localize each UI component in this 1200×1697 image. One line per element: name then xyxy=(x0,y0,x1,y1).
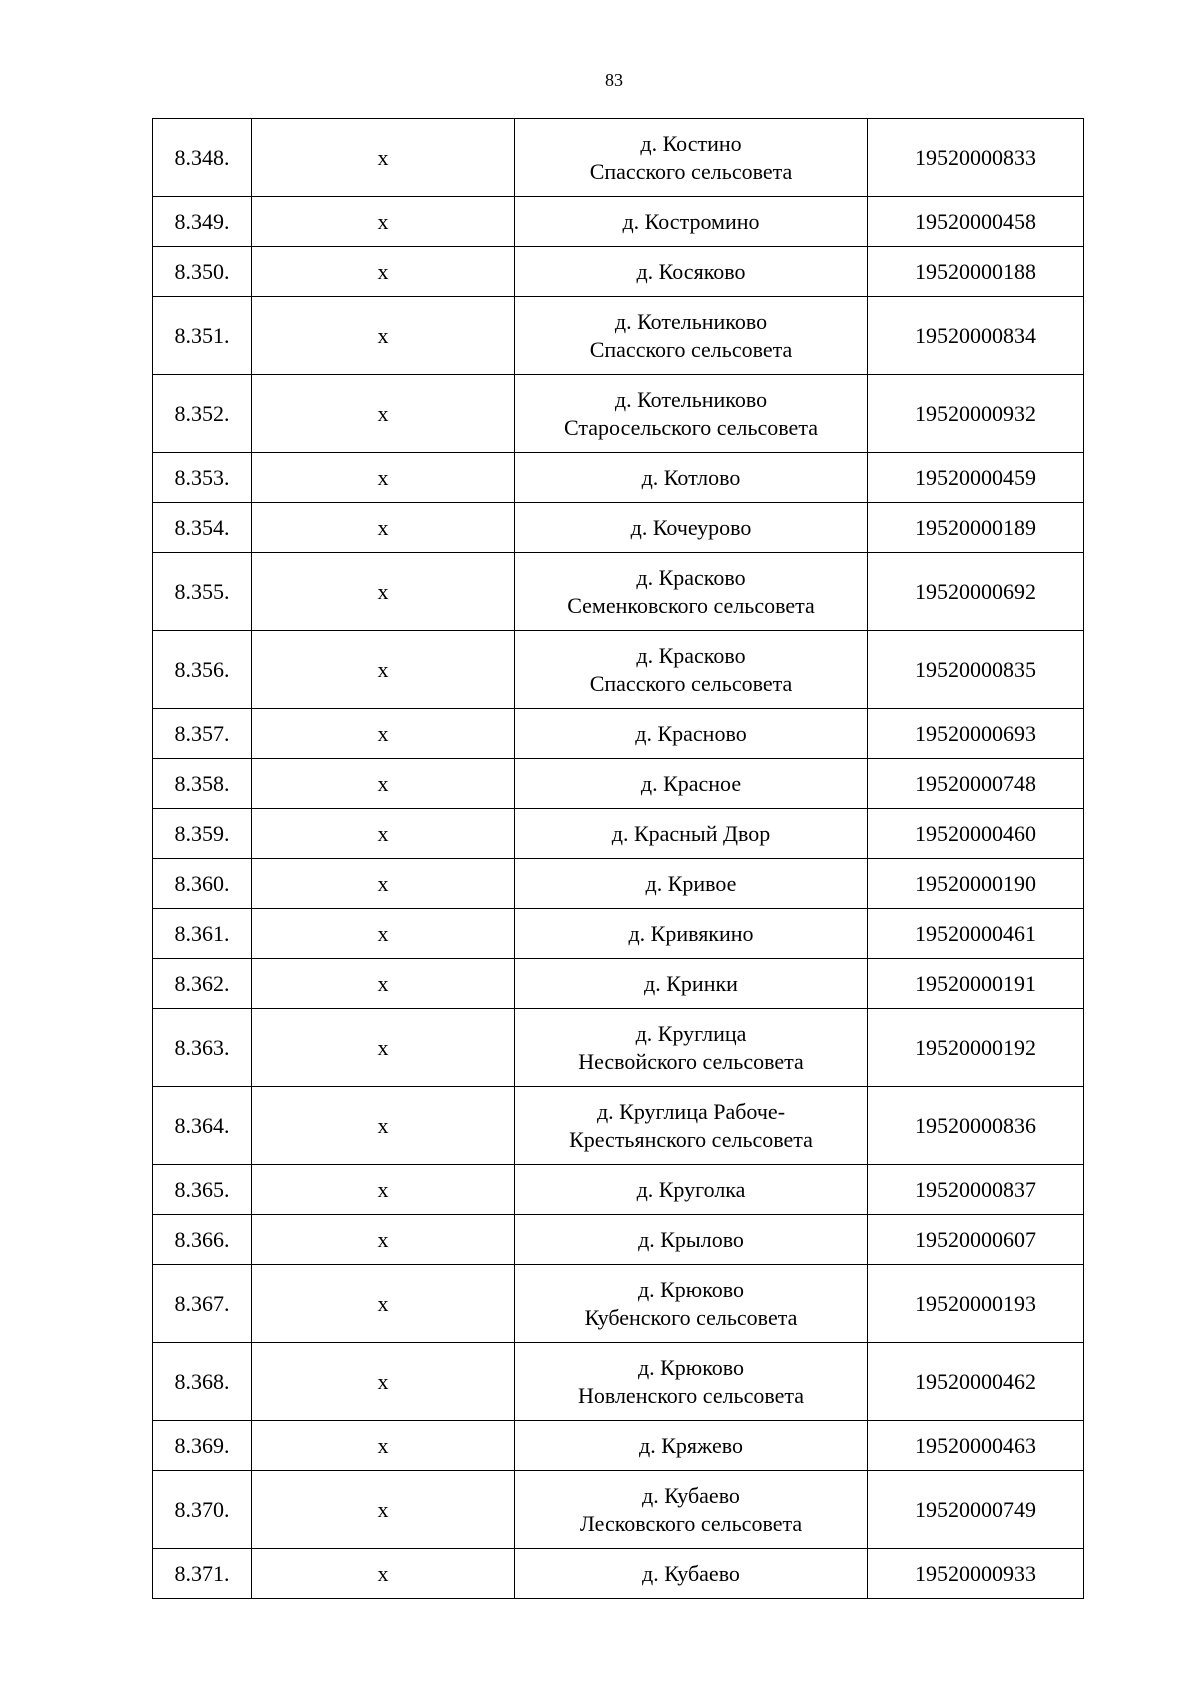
row-number: 8.351. xyxy=(153,297,252,375)
row-mark: х xyxy=(252,119,515,197)
settlement-code: 19520000837 xyxy=(868,1165,1084,1215)
settlement-code: 19520000607 xyxy=(868,1215,1084,1265)
settlement-council-line: Лесковского сельсовета xyxy=(579,1510,803,1536)
settlement-council-line: Кубенского сельсовета xyxy=(584,1304,798,1330)
row-mark: х xyxy=(252,1421,515,1471)
row-mark: х xyxy=(252,1165,515,1215)
settlement-name-line: д. Крюково xyxy=(637,1354,745,1380)
row-mark: х xyxy=(252,197,515,247)
settlement-name-line: д. Костино xyxy=(640,130,742,156)
settlement-council-line: Спасского сельсовета xyxy=(589,158,793,184)
row-mark: х xyxy=(252,1343,515,1421)
settlement-name-line: д. Круглица xyxy=(635,1020,747,1046)
settlement-name xyxy=(515,1343,868,1421)
settlement-name xyxy=(515,297,868,375)
table-row xyxy=(153,1265,1084,1343)
settlement-name-line: д. Кривое xyxy=(645,870,737,896)
settlement-code: 19520000462 xyxy=(868,1343,1084,1421)
settlement-name-line: д. Костромино xyxy=(622,208,760,234)
settlement-code: 19520000190 xyxy=(868,859,1084,909)
settlement-code: 19520000188 xyxy=(868,247,1084,297)
settlement-code: 19520000933 xyxy=(868,1549,1084,1599)
row-mark: х xyxy=(252,553,515,631)
settlement-name-line: д. Красный Двор xyxy=(611,820,771,846)
table-row xyxy=(153,503,1084,553)
settlement-name xyxy=(515,1215,868,1265)
table-body xyxy=(153,119,1084,1599)
table-row xyxy=(153,375,1084,453)
settlement-name-line: д. Кряжево xyxy=(639,1432,743,1458)
settlement-code: 19520000749 xyxy=(868,1471,1084,1549)
settlement-name xyxy=(515,709,868,759)
table-row xyxy=(153,1165,1084,1215)
settlement-code: 19520000189 xyxy=(868,503,1084,553)
settlement-name xyxy=(515,1165,868,1215)
row-number: 8.357. xyxy=(153,709,252,759)
row-number: 8.355. xyxy=(153,553,252,631)
settlement-name xyxy=(515,1471,868,1549)
table-row xyxy=(153,1087,1084,1165)
row-number: 8.348. xyxy=(153,119,252,197)
settlement-name xyxy=(515,375,868,453)
settlement-table xyxy=(152,118,1084,1599)
row-number: 8.362. xyxy=(153,959,252,1009)
settlement-name xyxy=(515,631,868,709)
settlement-name-line: д. Котлово xyxy=(641,464,741,490)
row-mark: х xyxy=(252,1215,515,1265)
row-number: 8.369. xyxy=(153,1421,252,1471)
table-row xyxy=(153,1009,1084,1087)
table-row xyxy=(153,1421,1084,1471)
settlement-code: 19520000193 xyxy=(868,1265,1084,1343)
row-number: 8.365. xyxy=(153,1165,252,1215)
settlement-name-line: д. Красково xyxy=(636,642,746,668)
table-row xyxy=(153,631,1084,709)
settlement-code: 19520000191 xyxy=(868,959,1084,1009)
row-number: 8.359. xyxy=(153,809,252,859)
row-number: 8.366. xyxy=(153,1215,252,1265)
settlement-name xyxy=(515,553,868,631)
row-mark: х xyxy=(252,959,515,1009)
row-mark: х xyxy=(252,1009,515,1087)
page-number: 83 xyxy=(605,70,623,90)
settlement-code: 19520000835 xyxy=(868,631,1084,709)
row-number: 8.363. xyxy=(153,1009,252,1087)
row-number: 8.353. xyxy=(153,453,252,503)
settlement-name-line: д. Красново xyxy=(635,720,747,746)
settlement-name-line: д. Крюково xyxy=(637,1276,745,1302)
settlement-name xyxy=(515,859,868,909)
settlement-name xyxy=(515,959,868,1009)
row-mark: х xyxy=(252,453,515,503)
table-row xyxy=(153,119,1084,197)
settlement-council-line: Новленского сельсовета xyxy=(577,1382,805,1408)
settlement-name xyxy=(515,1087,868,1165)
table-row xyxy=(153,1471,1084,1549)
row-mark: х xyxy=(252,809,515,859)
settlement-name-line: д. Косяково xyxy=(636,258,746,284)
settlement-code: 19520000463 xyxy=(868,1421,1084,1471)
settlement-code: 19520000834 xyxy=(868,297,1084,375)
settlement-code: 19520000459 xyxy=(868,453,1084,503)
row-mark: х xyxy=(252,709,515,759)
row-mark: х xyxy=(252,759,515,809)
row-number: 8.358. xyxy=(153,759,252,809)
settlement-council-line: Крестьянского сельсовета xyxy=(569,1126,813,1152)
row-number: 8.349. xyxy=(153,197,252,247)
settlement-name-line: д. Котельниково xyxy=(614,386,768,412)
row-number: 8.364. xyxy=(153,1087,252,1165)
settlement-council-line: Спасского сельсовета xyxy=(589,670,793,696)
row-number: 8.367. xyxy=(153,1265,252,1343)
row-number: 8.356. xyxy=(153,631,252,709)
settlement-name xyxy=(515,1265,868,1343)
settlement-code: 19520000833 xyxy=(868,119,1084,197)
settlement-name xyxy=(515,1421,868,1471)
row-mark: х xyxy=(252,1265,515,1343)
table-row xyxy=(153,1343,1084,1421)
table-row xyxy=(153,553,1084,631)
table-row xyxy=(153,297,1084,375)
row-number: 8.354. xyxy=(153,503,252,553)
settlement-name xyxy=(515,247,868,297)
table-row xyxy=(153,709,1084,759)
settlement-name xyxy=(515,1549,868,1599)
row-mark: х xyxy=(252,503,515,553)
row-number: 8.371. xyxy=(153,1549,252,1599)
table-row xyxy=(153,859,1084,909)
settlement-code: 19520000836 xyxy=(868,1087,1084,1165)
row-number: 8.368. xyxy=(153,1343,252,1421)
settlement-code: 19520000692 xyxy=(868,553,1084,631)
settlement-name xyxy=(515,759,868,809)
settlement-name xyxy=(515,809,868,859)
row-number: 8.370. xyxy=(153,1471,252,1549)
settlement-council-line: Семенковского сельсовета xyxy=(567,592,815,618)
table-row xyxy=(153,1215,1084,1265)
settlement-name-line: д. Круголка xyxy=(636,1176,746,1202)
settlement-name xyxy=(515,1009,868,1087)
settlement-code: 19520000461 xyxy=(868,909,1084,959)
row-mark: х xyxy=(252,375,515,453)
settlement-name-line: д. Кривякино xyxy=(628,920,754,946)
table-row xyxy=(153,453,1084,503)
row-number: 8.361. xyxy=(153,909,252,959)
row-mark: х xyxy=(252,1087,515,1165)
row-mark: х xyxy=(252,909,515,959)
settlement-council-line: Спасского сельсовета xyxy=(589,336,793,362)
row-mark: х xyxy=(252,297,515,375)
table-row xyxy=(153,909,1084,959)
row-mark: х xyxy=(252,1471,515,1549)
settlement-name xyxy=(515,453,868,503)
settlement-name xyxy=(515,909,868,959)
table-row xyxy=(153,197,1084,247)
settlement-name xyxy=(515,503,868,553)
settlement-name-line: д. Круглица Рабоче- xyxy=(596,1098,786,1124)
settlement-name-line: д. Котельниково xyxy=(614,308,768,334)
settlement-council-line: Несвойского сельсовета xyxy=(578,1048,804,1074)
settlement-name-line: д. Красково xyxy=(636,564,746,590)
table-row xyxy=(153,809,1084,859)
settlement-name xyxy=(515,119,868,197)
settlement-name-line: д. Кубаево xyxy=(642,1482,740,1508)
settlement-code: 19520000693 xyxy=(868,709,1084,759)
row-mark: х xyxy=(252,247,515,297)
settlement-code: 19520000460 xyxy=(868,809,1084,859)
table-row xyxy=(153,1549,1084,1599)
settlement-council-line: Старосельского сельсовета xyxy=(564,414,818,440)
table-row xyxy=(153,959,1084,1009)
settlement-code: 19520000932 xyxy=(868,375,1084,453)
row-mark: х xyxy=(252,631,515,709)
settlement-name-line: д. Кринки xyxy=(644,970,738,996)
table-row xyxy=(153,759,1084,809)
settlement-name-line: д. Кочеурово xyxy=(630,514,752,540)
settlement-name-line: д. Крылово xyxy=(638,1226,744,1252)
row-mark: х xyxy=(252,859,515,909)
row-number: 8.360. xyxy=(153,859,252,909)
settlement-name xyxy=(515,197,868,247)
row-mark: х xyxy=(252,1549,515,1599)
settlement-code: 19520000192 xyxy=(868,1009,1084,1087)
settlement-code: 19520000458 xyxy=(868,197,1084,247)
table-row xyxy=(153,247,1084,297)
settlement-name-line: д. Красное xyxy=(640,770,742,796)
settlement-code: 19520000748 xyxy=(868,759,1084,809)
settlement-name-line: д. Кубаево xyxy=(642,1560,740,1586)
row-number: 8.350. xyxy=(153,247,252,297)
row-number: 8.352. xyxy=(153,375,252,453)
